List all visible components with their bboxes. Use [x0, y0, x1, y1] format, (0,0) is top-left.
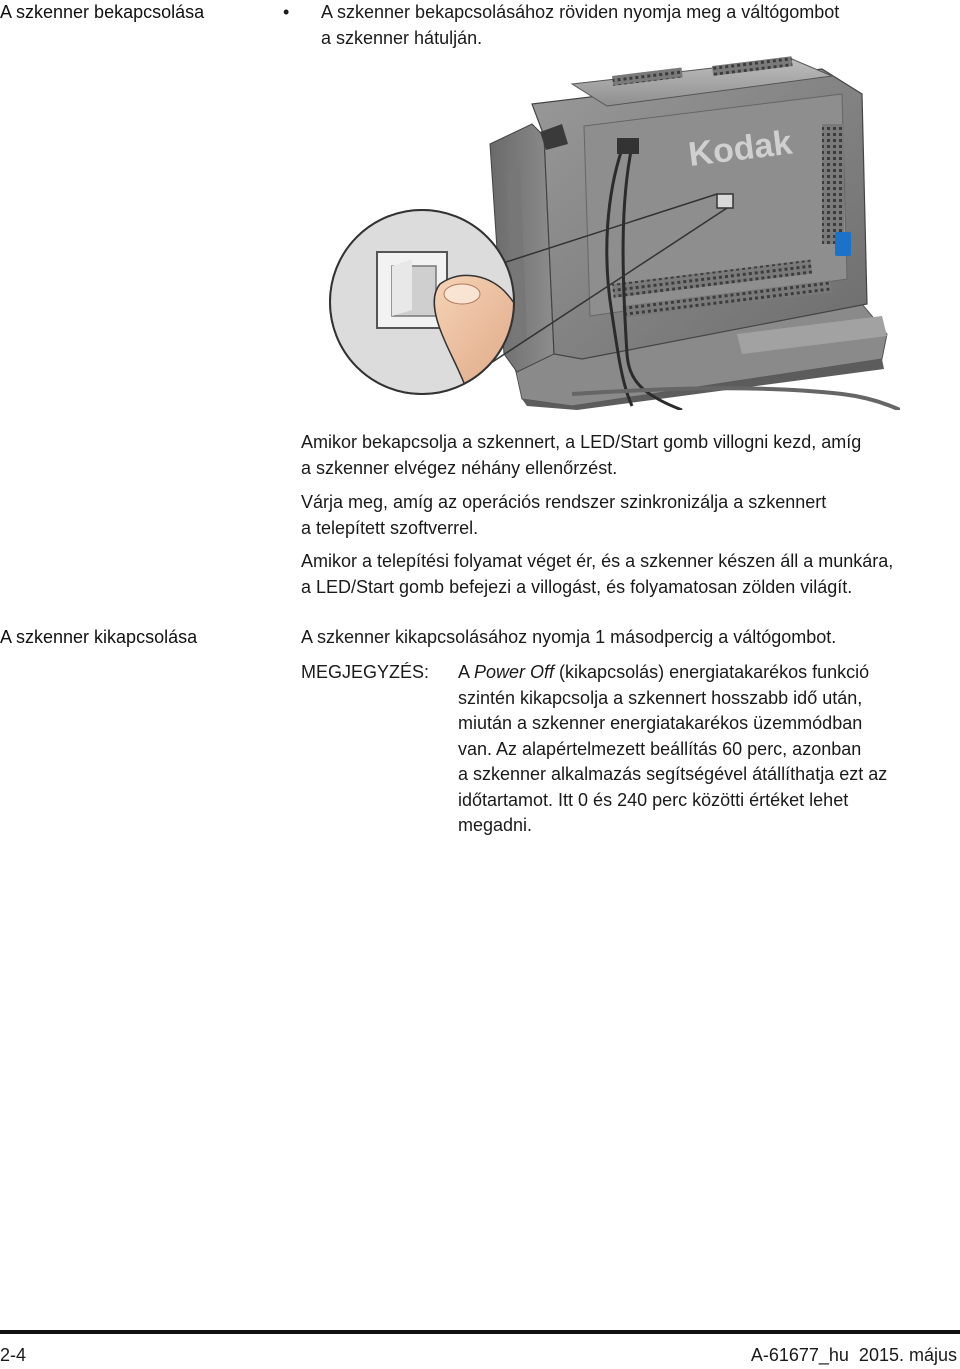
note-emphasis: Power Off [474, 662, 555, 682]
bullet-text [321, 0, 957, 51]
bullet-line-1: A szkenner bekapcsolásához röviden nyomja meg a váltógombot [321, 2, 840, 22]
note-line: van. Az alapértelmezett beállítás 60 perc, azonban [458, 738, 862, 759]
note-line: szintén kikapcsolja a szkennert hosszabb idő után, [458, 687, 863, 708]
note-line: időtartamot. Itt 0 és 240 perc közötti értéket lehet [458, 789, 849, 810]
bullet-mark: • [283, 2, 290, 22]
section-heading-power-off: A szkenner kikapcsolása [0, 627, 198, 647]
paragraph-line: a telepített szoftverrel. [301, 517, 479, 538]
kodak-logo: Kodak [686, 123, 795, 174]
bullet-line-2: a szkenner hátulján. [321, 27, 483, 48]
note-line: a szkenner alkalmazás segítségével átállíthatja ezt az [458, 764, 888, 784]
power-off-instruction: A szkenner kikapcsolásához nyomja 1 másodpercig a váltógombot. [301, 627, 837, 647]
paragraph-line: Amikor bekapcsolja a szkennert, a LED/Start gomb villogni kezd, amíg [301, 432, 862, 452]
note-line1-rest: (kikapcsolás) energiatakarékos funkció [554, 662, 870, 682]
document-id: A-61677_hu 2015. május [750, 1345, 957, 1365]
note-line: miután a szkenner energiatakarékos üzemmódban [458, 713, 863, 733]
note-body [458, 660, 958, 839]
scanner-body [532, 56, 867, 359]
note-line [458, 660, 958, 686]
page-number: 2-4 [0, 1345, 27, 1365]
note-prefix: A [458, 662, 475, 682]
footer-rule [0, 1330, 960, 1334]
paragraph-sync [301, 490, 956, 541]
scanner-rear-illustration [322, 54, 900, 410]
paragraph-line: a szkenner elvégez néhány ellenőrzést. [301, 457, 618, 478]
note-label: MEGJEGYZÉS: [301, 662, 430, 682]
note-line: megadni. [458, 815, 533, 835]
paragraph-line: Amikor a telepítési folyamat véget ér, és a szkenner készen áll a munkára, [301, 551, 894, 571]
paragraph-line: a LED/Start gomb befejezi a villogást, és folyamatosan zölden világít. [301, 576, 853, 597]
section-heading-power-on: A szkenner bekapcsolása [0, 2, 205, 22]
paragraph-ready [301, 549, 956, 600]
paragraph-line: Várja meg, amíg az operációs rendszer szinkronizálja a szkennert [301, 492, 827, 512]
paragraph-blinking [301, 430, 956, 481]
